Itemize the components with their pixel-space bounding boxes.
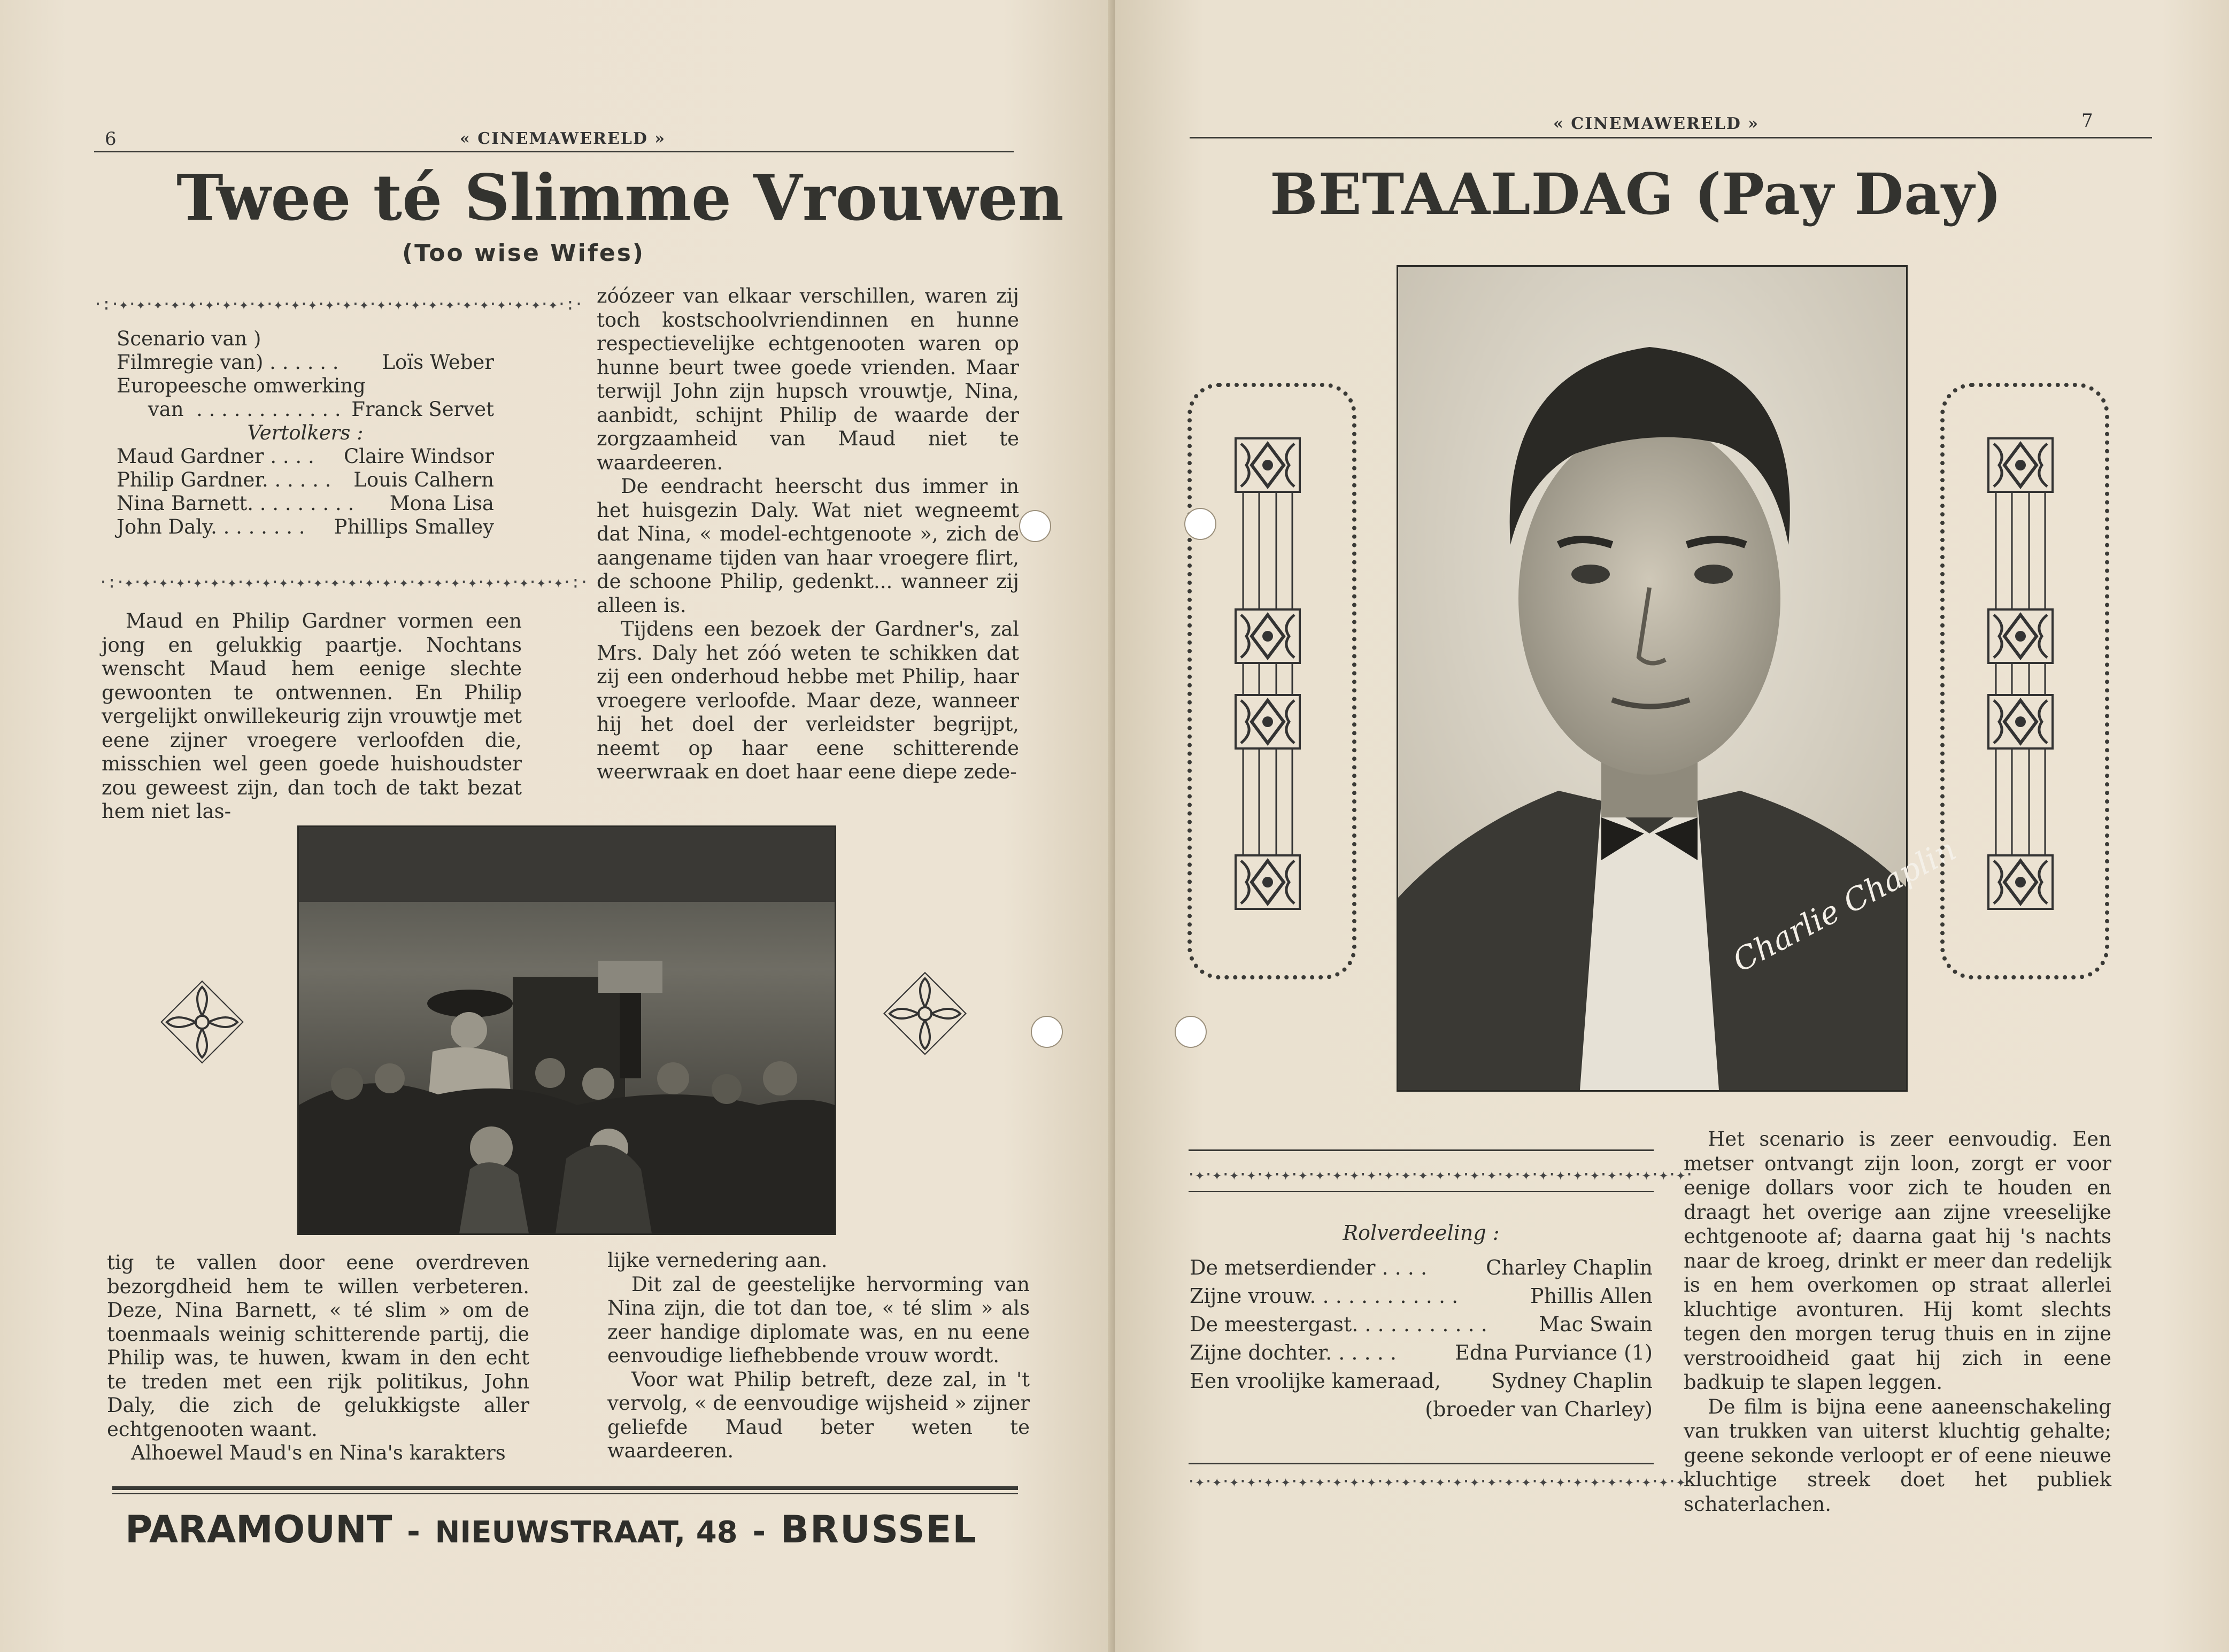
punch-hole xyxy=(1019,510,1051,542)
right-page xyxy=(1115,0,2229,1652)
cast-heading: Rolverdeeling : xyxy=(1343,1221,1500,1245)
footer-separator: - xyxy=(407,1513,420,1550)
page-number: 7 xyxy=(2081,110,2093,132)
cast-row: Een vroolijke kameraad, Sydney Chaplin xyxy=(1190,1369,1653,1393)
header-rule xyxy=(94,151,1014,152)
advertiser-footer xyxy=(125,1508,977,1551)
portrait-image xyxy=(1398,267,1962,1090)
ornamental-column-icon xyxy=(1985,438,2056,909)
paragraph: Alhoewel Maud's en Nina's karakters xyxy=(131,1441,506,1464)
header-rule xyxy=(1190,137,2152,138)
footer-separator: - xyxy=(752,1513,766,1550)
paragraph: Maud en Philip Gardner vormen een jong en gelukkig paartje. Nochtans wenscht Maud hem eenige slechte gewoonten te ontwennen. En Philip vergelijkt onwillekeurig zijn vrouwtje met eene zijner vroegere verloofden die, misschien wel geen goede huishoudster zou geweest zijn, dan toch de takt bezat hem niet las- xyxy=(102,609,522,823)
film-still-image xyxy=(299,827,835,1233)
article-subtitle: (Too wise Wifes) xyxy=(402,240,645,267)
column-2-top xyxy=(597,284,1019,784)
footer-brand: PARAMOUNT xyxy=(125,1508,392,1551)
punch-hole xyxy=(1175,1016,1207,1048)
flower-ornament-icon xyxy=(160,981,244,1064)
paragraph: Voor wat Philip betreft, deze zal, in 't vervolg, « de eenvoudige wijsheid » zijner geliefde Maud beter weten te waardeeren. xyxy=(607,1368,1030,1462)
column-2-bottom xyxy=(607,1249,1030,1463)
footer-city: BRUSSEL xyxy=(780,1508,977,1551)
credit-row: Filmregie van) . . . . . . Loïs Weber xyxy=(117,351,494,374)
footer-address: NIEUWSTRAAT, 48 xyxy=(435,1515,738,1550)
credit-row: Europeesche omwerking xyxy=(117,374,366,397)
flower-ornament-icon xyxy=(883,972,967,1055)
paragraph: zóózeer van elkaar verschillen, waren zij toch kostschoolvriendinnen en hunne respectievelijke echtgenooten waren op hunne beurt twee goede vrienden. Maar terwijl John zijn hupsch vrouwtje, Nina, aanbidt, schijnt Philip de waarde der zorgzaamheid van Maud niet te waardeeren. xyxy=(597,284,1019,474)
cast-rule xyxy=(1189,1463,1654,1464)
cast-row: De meestergast. . . . . . . . . . . Mac Swain xyxy=(1190,1313,1653,1336)
synopsis xyxy=(1684,1127,2111,1516)
cast-row: John Daly. . . . . . . . Phillips Smalley xyxy=(117,515,494,538)
cast-row: Maud Gardner . . . . Claire Windsor xyxy=(117,445,494,468)
paragraph: Tijdens een bezoek der Gardner's, zal Mrs. Daly het zóó weten te schikken dat zij een onderhoud hebbe met Philip, haar vroegere verloofde. Maar deze, wanneer hij het doel der verleidster begrijpt, neemt op haar eene schitterende weerwraak en doet haar eene diepe zede- xyxy=(597,617,1019,783)
cast-row: (broeder van Charley) xyxy=(1425,1398,1653,1421)
running-head: « CINEMAWERELD » xyxy=(460,129,666,148)
cast-row: Zijne vrouw. . . . . . . . . . . . Phillis Allen xyxy=(1190,1284,1653,1308)
decorative-rule: ·✦·✦·✦·✦·✦·✦·✦·✦·✦·✦·✦·✦·✦·✦·✦·✦·✦·✦·✦·✦·✦·✦·✦·✦·✦·✦·✦·✦·✦· xyxy=(1186,1165,1693,1184)
cast-heading: Vertolkers : xyxy=(247,421,364,444)
paragraph: Het scenario is zeer eenvoudig. Een metser ontvangt zijn loon, zorgt er voor eenige dollars voor zich te houden en draagt het overige aan zijne vreeselijke echtgenoote af; daarna gaat hij 's nachts naar de kroeg, drinkt er meer dan redelijk is en hem overkomen op straat allerlei kluchtige avonturen. Hij komt slechts tegen den morgen terug thuis en in zijne verstrooidheid gaat hij zich in eene badkuip te slapen leggen. xyxy=(1684,1128,2111,1394)
cast-rule xyxy=(1189,1149,1654,1151)
paragraph: Dit zal de geestelijke hervorming van Nina zijn, die tot dan toe, « té slim » als zeer handige diplomate was, en nu eene eenvoudige liefhebbende vrouw wordt. xyxy=(607,1272,1030,1367)
film-still-photo xyxy=(297,825,836,1235)
cast-row: De metserdiender . . . . Charley Chaplin xyxy=(1190,1256,1653,1279)
page-number: 6 xyxy=(105,128,117,150)
paragraph: De eendracht heerscht dus immer in het huisgezin Daly. Wat niet wegneemt dat Nina, « model-echtgenoote », zich de aangename tijden van haar vroegere flirt, de schoone Philip, gedenkt... wanneer zij alleen is. xyxy=(597,475,1019,617)
decorative-rule: ·✦·✦·✦·✦·✦·✦·✦·✦·✦·✦·✦·✦·✦·✦·✦·✦·✦·✦·✦·✦·✦·✦·✦·✦·✦·✦·✦·✦·✦· xyxy=(1186,1472,1693,1491)
credits-block xyxy=(117,327,494,539)
article-title: Twee té Slimme Vrouwen xyxy=(176,160,1064,235)
cast-block xyxy=(1190,1219,1653,1424)
cast-row: Philip Gardner. . . . . . Louis Calhern xyxy=(117,468,494,491)
credit-row: van . . . . . . . . . . . . Franck Servet xyxy=(117,398,494,421)
paragraph: De film is bijna eene aaneenschakeling van trukken van uiterst kluchtig gehalte; geene sekonde verloopt er of eene nieuwe kluchtige streek doet het publiek schaterlachen. xyxy=(1684,1395,2111,1516)
paragraph: tig te vallen door eene overdreven bezorgdheid hem te willen verbeteren. Deze, Nina Barnett, « té slim » om de toenmaals weinig schitterende partij, die Philip was, te huwen, kwam in den echt te treden met een rijk politikus, John Daly, die zich de gelukkigste aller echtgenooten waant. xyxy=(107,1251,529,1441)
cast-row: Nina Barnett. . . . . . . . . Mona Lisa xyxy=(117,492,494,515)
footer-rule xyxy=(112,1486,1018,1490)
punch-hole xyxy=(1031,1016,1063,1048)
portrait-photo xyxy=(1397,265,1962,1092)
decorative-rule: ·:·✦·✦·✦·✦·✦·✦·✦·✦·✦·✦·✦·✦·✦·✦·✦·✦·✦·✦·✦·✦·✦·✦·✦·✦·✦·✦·:· xyxy=(93,295,583,314)
punch-hole xyxy=(1184,508,1216,540)
paragraph: lijke vernedering aan. xyxy=(607,1249,828,1272)
decorative-rule: ·:·✦·✦·✦·✦·✦·✦·✦·✦·✦·✦·✦·✦·✦·✦·✦·✦·✦·✦·✦·✦·✦·✦·✦·✦·✦·✦·:· xyxy=(98,573,588,592)
credit-row: Scenario van ) xyxy=(117,327,261,350)
portrait-signature: Charlie Chaplin xyxy=(1726,831,1962,979)
footer-rule-thin xyxy=(112,1493,1018,1494)
article-title: BETAALDAG (Pay Day) xyxy=(1270,160,2002,227)
column-1-top xyxy=(102,609,522,824)
cast-row: Zijne dochter. . . . . . Edna Purviance (1) xyxy=(1190,1341,1653,1364)
column-1-bottom xyxy=(107,1251,529,1465)
cast-rule xyxy=(1189,1191,1654,1192)
running-head: « CINEMAWERELD » xyxy=(1553,114,1760,133)
ornamental-column-icon xyxy=(1232,438,1303,909)
